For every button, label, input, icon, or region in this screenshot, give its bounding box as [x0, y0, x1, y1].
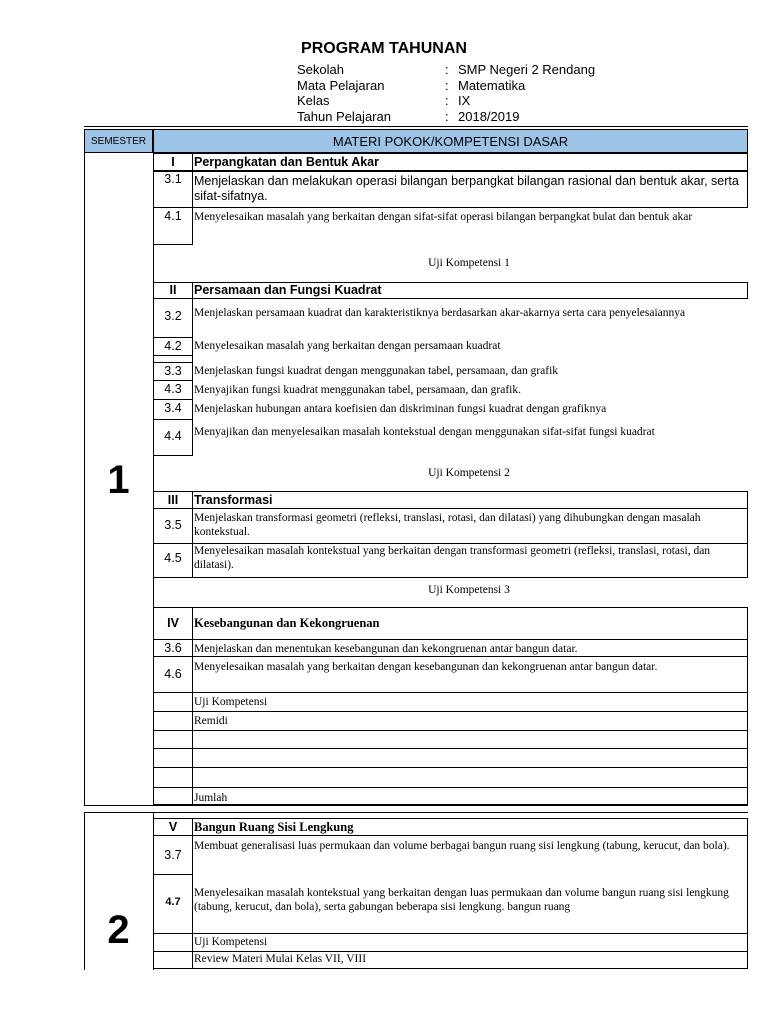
review-label: Review Materi Mulai Kelas VII, VIII: [194, 953, 367, 965]
materi-header: MATERI POKOK/KOMPETENSI DASAR: [153, 129, 748, 153]
divider: [153, 399, 193, 400]
info-colon: :: [445, 93, 449, 108]
divider: [153, 455, 193, 456]
divider: [153, 835, 748, 836]
kd-number: 4.7: [165, 896, 181, 908]
section-roman: III: [167, 493, 179, 507]
info-row-school: [297, 62, 595, 78]
kd-number: 4.4: [164, 429, 182, 443]
section-title: Kesebangunan dan Kekongruenan: [194, 616, 380, 630]
divider: [153, 362, 193, 363]
divider: [153, 419, 193, 420]
kd-number: 4.3: [164, 382, 182, 396]
uji-kompetensi-1: Uji Kompetensi 1: [428, 257, 510, 269]
info-value: SMP Negeri 2 Rendang: [458, 62, 596, 77]
divider: [153, 656, 748, 657]
section-roman: IV: [167, 616, 179, 630]
info-label: Tahun Pelajaran: [297, 108, 391, 124]
kd-text: Menjelaskan persamaan kuadrat dan karakteristiknya berdasarkan akar-akarnya serta cara penyelesaiannya: [194, 307, 686, 319]
divider: [153, 337, 193, 338]
kd-text: Menjelaskan dan menentukan kesebangunan dan kekongruenan antar bangun datar.: [194, 643, 578, 655]
semester-header: SEMESTER: [84, 129, 153, 153]
page-title: PROGRAM TAHUNAN: [301, 40, 467, 57]
semester-2-number: 2: [107, 908, 130, 952]
kd-text: Menyelesaikan masalah kontekstual yang berkaitan dengan transformasi geometri (refleksi, translasi, rotasi, dan dilatasi).: [194, 545, 711, 571]
sem2-top-border: [84, 812, 748, 813]
section-roman: II: [169, 283, 177, 297]
uji-kompetensi-label: Uji Kompetensi: [194, 936, 268, 948]
divider: [153, 730, 748, 731]
remidi-label: Remidi: [194, 715, 228, 727]
divider: [153, 639, 748, 640]
divider: [153, 508, 748, 509]
kd-text: Menyelesaikan masalah yang berkaitan dengan persamaan kuadrat: [194, 340, 501, 352]
info-colon: :: [445, 77, 449, 93]
kd-number: 3.1: [164, 172, 182, 186]
kd-number: 3.2: [164, 309, 182, 323]
kd-text: Menyelesaikan masalah kontekstual yang berkaitan dengan luas permukaan dan volume bangun ruang sisi lengkung (tabung, kerucut, dan bola), serta gabungan beberapa sisi lengkung. bangun ruang: [194, 887, 729, 913]
divider: [153, 933, 748, 934]
kd-number: 4.1: [164, 209, 182, 223]
kd-number: 4.6: [164, 667, 182, 681]
info-label: Kelas: [297, 93, 330, 108]
uji-kompetensi-3: Uji Kompetensi 3: [428, 584, 510, 596]
kd-number: 3.4: [164, 401, 182, 415]
kd-text: Menjelaskan fungsi kuadrat dengan menggunakan tabel, persamaan, dan grafik: [194, 365, 559, 377]
kd-text: Menjelaskan hubungan antara koefisien dan diskriminan fungsi kuadrat dengan grafiknya: [194, 403, 607, 415]
kd-text: Membuat generalisasi luas permukaan dan volume berbagai bangun ruang sisi lengkung (tabung, kerucut, dan bola).: [194, 840, 730, 852]
kd-number: 3.3: [164, 364, 182, 378]
section-title: Persamaan dan Fungsi Kuadrat: [194, 283, 382, 297]
info-colon: :: [445, 108, 449, 124]
kd-number: 4.5: [164, 551, 182, 565]
num-divider: [192, 491, 193, 578]
num-divider: [192, 607, 193, 805]
info-label: Mata Pelajaran: [297, 77, 385, 93]
divider: [153, 874, 193, 875]
uji-kompetensi-2: Uji Kompetensi 2: [428, 467, 510, 479]
divider: [153, 748, 748, 749]
info-row-year: [297, 109, 595, 125]
info-row-class: [297, 93, 595, 109]
school-info: [297, 62, 595, 124]
semester-1-number: 1: [107, 458, 130, 502]
kd-number: 3.7: [164, 848, 182, 862]
divider: [153, 787, 748, 788]
divider: [153, 692, 748, 693]
kd-text: Menyajikan dan menyelesaikan masalah kontekstual dengan menggunakan sifat-sifat fungsi kuadrat: [194, 426, 655, 438]
info-row-subject: [297, 78, 595, 94]
info-value: IX: [458, 93, 471, 108]
kd-number: 3.6: [164, 641, 182, 655]
section-title: Transformasi: [194, 493, 273, 507]
kd-text: Menjelaskan dan melakukan operasi bilangan berpangkat bilangan rasional dan bentuk akar, serta sifat-sifatnya.: [194, 174, 739, 203]
section-title: Bangun Ruang Sisi Lengkung: [194, 820, 354, 834]
jumlah-label: Jumlah: [194, 792, 228, 804]
num-divider: [192, 818, 193, 969]
divider: [153, 711, 748, 712]
uji-kompetensi-label: Uji Kompetensi: [194, 696, 268, 708]
num-divider: [192, 282, 193, 456]
info-colon: :: [445, 62, 449, 77]
section-title: Perpangkatan dan Bentuk Akar: [194, 155, 380, 169]
kd-text: Menyelesaikan masalah yang berkaitan dengan sifat-sifat operasi bilangan berpangkat bulat dan bentuk akar: [194, 211, 693, 223]
info-value: Matematika: [458, 77, 526, 93]
section-roman: V: [168, 820, 178, 834]
kd-number: 4.2: [164, 339, 182, 353]
divider: [153, 355, 193, 356]
divider: [153, 380, 193, 381]
kd-text: Menyajikan fungsi kuadrat menggunakan tabel, persamaan, dan grafik.: [194, 384, 521, 396]
kd-text: Menyelesaikan masalah yang berkaitan dengan kesebangunan dan kekongruenan antar bangun datar.: [194, 661, 658, 673]
divider: [153, 244, 193, 245]
divider: [153, 767, 748, 768]
table-top-border: [84, 126, 748, 127]
info-value: 2018/2019: [458, 108, 520, 124]
kd-text: Menjelaskan transformasi geometri (refleksi, translasi, rotasi, dan dilatasi) yang dihubungkan dengan masalah kontekstual.: [194, 512, 701, 538]
section-roman: I: [171, 155, 175, 169]
sem1-bottom-border: [84, 805, 748, 806]
info-label: Sekolah: [297, 62, 344, 77]
kd-number: 3.5: [164, 518, 182, 532]
